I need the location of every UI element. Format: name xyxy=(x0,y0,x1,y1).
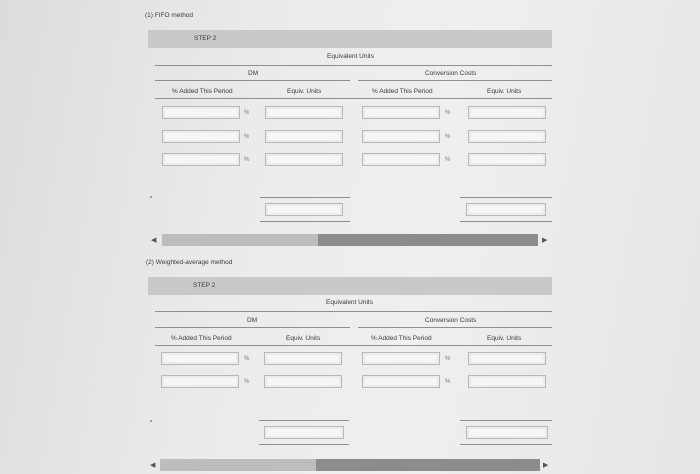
weighted-cc-pct-symbol-2: % xyxy=(445,379,451,385)
weighted-scrollbar-thumb[interactable] xyxy=(160,459,316,471)
weighted-cc-total-input[interactable] xyxy=(466,426,548,439)
fifo-divider-top xyxy=(155,65,552,66)
weighted-cc-total-line xyxy=(460,420,552,421)
fifo-cc-units-input-2[interactable] xyxy=(468,130,546,143)
fifo-divider-headers xyxy=(155,98,552,99)
fifo-dm-units-input-1[interactable] xyxy=(265,106,343,119)
weighted-cc-pct-symbol-1: % xyxy=(445,356,451,362)
chevron-left-icon[interactable]: ◀ xyxy=(151,237,157,244)
weighted-title: (2) Weighted-average method xyxy=(146,259,233,266)
fifo-cc-units-input-1[interactable] xyxy=(468,106,546,119)
weighted-cc-units-input-1[interactable] xyxy=(468,352,546,365)
weighted-step-label: STEP 2 xyxy=(193,282,216,289)
fifo-dm-pct-input-3[interactable] xyxy=(162,153,240,166)
fifo-cc-pct-input-3[interactable] xyxy=(362,153,440,166)
fifo-cc-pct-header: % Added This Period xyxy=(372,88,433,95)
weighted-divider-dm xyxy=(155,327,350,328)
weighted-dm-total-underline xyxy=(259,444,349,445)
weighted-cc-units-header: Equiv. Units xyxy=(487,335,522,342)
weighted-equivalent-units-header: Equivalent Units xyxy=(326,299,373,306)
weighted-dm-pct-header: % Added This Period xyxy=(171,335,232,342)
fifo-dm-pct-symbol-1: % xyxy=(244,110,250,116)
fifo-conversion-costs-header: Conversion Costs xyxy=(425,70,477,77)
fifo-dm-total-underline xyxy=(260,221,350,222)
fifo-dm-pct-input-1[interactable] xyxy=(162,106,240,119)
fifo-cc-units-header: Equiv. Units xyxy=(487,88,522,95)
weighted-cc-pct-input-1[interactable] xyxy=(362,352,440,365)
fifo-divider-dm xyxy=(155,80,350,81)
fifo-cc-total-underline xyxy=(460,221,552,222)
fifo-dm-units-input-3[interactable] xyxy=(265,153,343,166)
chevron-left-icon[interactable]: ◀ xyxy=(150,462,156,469)
chevron-right-icon[interactable]: ▶ xyxy=(543,462,549,469)
fifo-cc-pct-symbol-1: % xyxy=(445,110,451,116)
fifo-dm-pct-symbol-3: % xyxy=(244,157,250,163)
fifo-cc-pct-input-2[interactable] xyxy=(362,130,440,143)
fifo-dm-units-header: Equiv. Units xyxy=(287,88,322,95)
weighted-divider-top xyxy=(155,311,552,312)
weighted-dm-units-header: Equiv. Units xyxy=(286,335,321,342)
fifo-dm-total-input[interactable] xyxy=(265,203,343,216)
fifo-dm-pct-symbol-2: % xyxy=(244,134,250,140)
weighted-cc-pct-header: % Added This Period xyxy=(371,335,432,342)
fifo-dm-total-line xyxy=(260,197,350,198)
weighted-dm-pct-input-1[interactable] xyxy=(161,352,239,365)
weighted-dm-total-input[interactable] xyxy=(264,426,344,439)
weighted-divider-headers xyxy=(155,345,552,346)
weighted-dm-units-input-2[interactable] xyxy=(264,375,342,388)
weighted-dm-header: DM xyxy=(247,317,258,324)
fifo-cc-total-input[interactable] xyxy=(466,203,546,216)
fifo-dm-header: DM xyxy=(248,70,259,77)
fifo-equivalent-units-header: Equivalent Units xyxy=(327,53,374,60)
weighted-cc-units-input-2[interactable] xyxy=(468,375,546,388)
fifo-title: (1) FIFO method xyxy=(145,12,194,19)
fifo-dm-pct-input-2[interactable] xyxy=(162,130,240,143)
weighted-divider-cc xyxy=(358,327,552,328)
fifo-cc-units-input-3[interactable] xyxy=(468,153,546,166)
weighted-dm-pct-input-2[interactable] xyxy=(161,375,239,388)
weighted-conversion-costs-header: Conversion Costs xyxy=(425,317,477,324)
fifo-margin-dot xyxy=(150,196,152,198)
fifo-cc-pct-symbol-2: % xyxy=(445,134,451,140)
weighted-cc-total-underline xyxy=(460,444,552,445)
fifo-cc-total-line xyxy=(460,197,552,198)
chevron-right-icon[interactable]: ▶ xyxy=(542,237,548,244)
fifo-step-label: STEP 2 xyxy=(194,35,217,42)
weighted-margin-dot xyxy=(150,420,152,422)
fifo-dm-pct-header: % Added This Period xyxy=(172,88,233,95)
fifo-divider-cc xyxy=(358,80,552,81)
weighted-cc-pct-input-2[interactable] xyxy=(362,375,440,388)
fifo-cc-pct-input-1[interactable] xyxy=(362,106,440,119)
fifo-cc-pct-symbol-3: % xyxy=(445,157,451,163)
weighted-dm-pct-symbol-1: % xyxy=(244,356,250,362)
weighted-dm-units-input-1[interactable] xyxy=(264,352,342,365)
weighted-dm-pct-symbol-2: % xyxy=(244,379,250,385)
weighted-dm-total-line xyxy=(259,420,349,421)
fifo-dm-units-input-2[interactable] xyxy=(265,130,343,143)
fifo-scrollbar-thumb[interactable] xyxy=(162,234,318,246)
